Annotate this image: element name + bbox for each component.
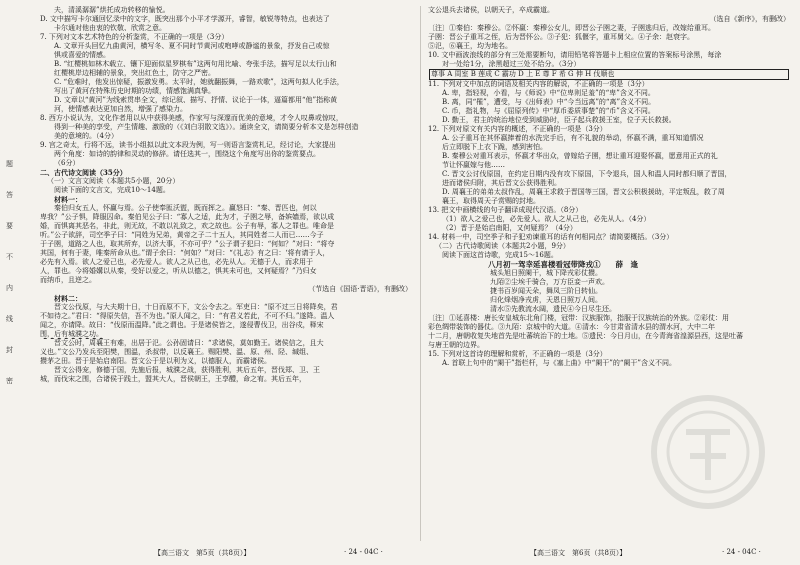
- right-text-line: 14. 材料一中，司空季子和子犯劝谏重耳的话有何相同点？请简要概括。（3分）: [428, 233, 674, 241]
- right-footer-page: 【高三语文 第6页（共8页）】: [530, 549, 627, 557]
- left-text-line: B. “红樱桃如林木载立、镶下迎面似星罗棋布”这两句用比喻、夸张手法，描写足以太行山和: [54, 60, 337, 68]
- left-text-line: 晋文公得宠，修德于国，先施后报，城濮之战，获得胜利，其后五年，晋伐郑、卫、王: [54, 366, 320, 374]
- right-text-line: 节让怀嬴嫁与他……: [442, 161, 505, 169]
- left-footer-code: · 24 - 04C ·: [344, 548, 383, 556]
- right-text-line: 清水⑤先教流水阔，遗民④今日尽生还。: [490, 305, 616, 313]
- right-text-line: （二）古代诗歌阅读（本题共2小题，9分）: [435, 242, 570, 250]
- right-text-line: 彩色绸带装饰的器仗。③九陌：京城中的大道。④清水：今甘肃省清水县的渭水河，大中二年: [428, 323, 715, 331]
- left-text-line: 围，后有城濮之功。: [40, 330, 103, 338]
- right-text-line: 十二月，唐朝收复失地首先是吐蕃统治下的土地。⑤遗民：今日月山，在今青海省湟源县西，这是吐蕃: [428, 332, 743, 340]
- binding-char: 题: [6, 160, 13, 168]
- left-text-line: D. 文中描写卡尔通回忆录中的文字，既突出那个小平才学源开，睿智，敏锐等特点，也表达了: [40, 15, 330, 23]
- right-text-line: 对一处给1分，涂黑超过三处不给分。（3分）: [442, 60, 581, 68]
- right-text-line: 八月初一驾幸延喜楼看冠带降戎① 薛 逢: [488, 260, 638, 269]
- right-text-line: 进而诸侯归附，其后晋文公获得胜利。: [442, 179, 561, 187]
- right-text-line: A. 卑，指轻视，小看，与《师说》中“位卑则足羞”的“卑”含义不同。: [442, 89, 655, 97]
- left-text-line: 9. 宫之奇太，行将不远，读书小组拟以此文本段为例，写一则语言鉴赏札记，经讨论，大家提出: [40, 141, 336, 149]
- left-text-line: 其国，何有于妻，唯秦所命从也。”谓子余曰：“何如？”对曰：“《礼志》有之曰：‘将有请于人，: [40, 249, 330, 257]
- right-text-line: D. 周襄王的弟弟太叔作乱，周襄王求救于晋国等三国，晋文公积极援助，平定叛乱，救了周: [442, 188, 725, 196]
- left-text-line: （节选自《国语·晋语》，有删改）: [308, 285, 412, 293]
- left-text-line: 惧或喜爱的情感。: [54, 51, 110, 59]
- binding-char: 线: [6, 315, 13, 323]
- left-text-line: 城，而伐宋之围，合诸侯于践土，盟其大人，晋侯朝王，王享醴，命之宥。其后五年，: [40, 375, 306, 383]
- left-text-line: 人，罪也。今将婚媾以从秦，受好以爱之，听从以德之，惧其未可也，又何疑焉？”乃归女: [40, 267, 317, 275]
- left-text-line: （6分）: [54, 159, 80, 167]
- left-text-line: 攒茅之田。晋于是始启南阳。晋文公于是以利为义，以德服人，而霸诸侯。: [40, 357, 271, 365]
- right-text-line: D. 勤王，君主的统治地位受到威胁时，臣子起兵救援王室，位子天长救援。: [442, 116, 676, 124]
- right-text-line: 15. 下列对这首诗的理解和赏析，不正确的一项是（3分）: [428, 350, 607, 358]
- left-text-line: 秦伯归女五人，怀赢与焉。公子使奉匜沃盥，既而挥之。赢怒曰：“秦、晋匹也，何以: [54, 204, 317, 212]
- binding-char: 不: [6, 253, 13, 261]
- left-text-line: 河，使情感表达更加自然，增强了感染力。: [54, 105, 187, 113]
- left-text-line: D. 文章以“黄河”为线索贯串全文，综记叙、描写、抒情、议论于一体，逼篇都用“他”指称黄: [54, 96, 338, 104]
- left-footer-page: 【高三语文 第5页（共8页）】: [154, 549, 251, 557]
- left-text-line: 义也。”文公乃发兵至阳樊，围温，杀叔带，以反襄王。赐阳樊、温、原、州、陉、缄组、: [40, 348, 314, 356]
- right-text-line: （1）欲人之爱己也，必先爱人。欲人之从己也，必先从人。（4分）: [442, 215, 651, 223]
- left-text-line: 材料一：: [54, 195, 82, 204]
- right-text-line: ⑤氾，⑥襄王，均为地名。: [428, 42, 512, 50]
- left-text-line: 材料二：: [54, 294, 82, 303]
- binding-char: 内: [6, 284, 13, 292]
- left-text-line: 必先有入焉。欲人之爱己也，必先爱人。欲人之从己也，必先从人。无德于人，而求用于: [40, 258, 313, 266]
- right-text-line: 〔注〕①秦伯：秦穆公。②怀嬴：秦穆公女儿，即晋公子圉之妻，子圉逃归后，改嫁给重耳。: [428, 24, 715, 32]
- left-text-line: 晋文公时，周襄王有难，出居于氾。公孙固请曰：“求诸侯，莫如勤王。诸侯信之，且大: [54, 339, 324, 347]
- left-text-line: 而纳币，且逆之。: [40, 276, 96, 284]
- right-text-line: 城头旭日照阑干，城下降戎彩仗攒。: [490, 269, 602, 277]
- left-text-line: 婚，而惧离其恶名，非此，则无故，不敢以礼致之，欢之故也。公子有辱，寡人之罪也。唯命是: [40, 222, 334, 230]
- left-text-line: 闻之，亦请降。故曰：“伐原而温降。”此之谓也。于是诸侯皆之，遂侵曹伐卫，出谷戍，释宋: [40, 321, 324, 329]
- right-text-line: 子圉：晋公子重耳之侄，后为晋怀公。③子犯：狐偃字，重耳舅父。④子余：赵衰字。: [428, 33, 694, 41]
- right-footer-code: · 24 - 04C ·: [722, 548, 761, 556]
- left-text-line: 得到一种美的享受，产生情趣、激励的（《刘白羽散文选》）。通读全文，请简要分析本文是怎样创造: [54, 123, 359, 131]
- watermark-seal-icon: [648, 392, 768, 512]
- right-text-line: （2）晋于是始启南阳，又何疑焉？（4分）: [442, 224, 577, 232]
- binding-char: 答: [6, 191, 13, 199]
- left-text-line: 晋文公伐原，与大夫期十日，十日而原不下，文公令去之。军吏曰：“原不过三日将降矣，君: [54, 303, 338, 311]
- right-text-line: 11. 下列对文中加点的词语及相关内容的解说，不正确的一项是（3分）: [428, 80, 649, 88]
- left-text-line: （一）文言文阅读（本题共5小题，20分）: [47, 177, 180, 185]
- right-text-line: C. 币，指礼物，与《屈原列传》中“厚币委质事楚”的“币”含义不同。: [442, 107, 655, 115]
- left-text-line: 写出了黄河在特殊历史时期的功绩，情感饱满真挚。: [54, 87, 215, 95]
- left-text-line: 红樱桃岸边相辅的景象，突出红色土，防守之严密。: [54, 69, 215, 77]
- left-text-line: C. “危难时，他发出惊疑，振激发勇。太平时，她就翻振舞，一路欢歌”，这两句拟人化手法，: [54, 78, 344, 86]
- right-text-line: A. 首联上句中的“阑干”指栏杆，与《塞上曲》中“阑干”的“阑干”含义不同。: [442, 359, 676, 367]
- right-text-line: A. 公子重耳在其怀嬴捧着的水洗完手后，有不礼貌的举动，怀嬴不满，重耳知道情况: [442, 134, 704, 142]
- left-text-line: 7. 下列对文本艺术特色的分析鉴赏，不正确的一项是（3分）: [40, 33, 229, 41]
- right-text-line: 九陌②尘埃千骑合，万方臣妾一声欢。: [490, 278, 609, 286]
- right-text-line: 阅读下面这首诗歌，完成15～16题。: [442, 251, 558, 259]
- left-text-line: A. 文章开头回忆九曲黄河，横写冬、夏不同时节黄河或咆哮或静谧的景象，抒发自己或惊: [54, 42, 330, 50]
- left-text-line: 于子圉，道路之人也，取其所弃，以济大事，不亦可乎？”公子谓子犯曰：“何如？”对曰：“将夺: [40, 240, 335, 248]
- right-text-line: B. 离，同“罹”，遭受，与《出师表》中“今当远离”的“离”含义不同。: [442, 98, 656, 106]
- right-text-line: （选自《新序》，有删改）: [709, 15, 790, 23]
- left-text-line: 不如待之。”君曰：“得原失信，吾不为也。”原人闻之，曰：“有君义若此，不可不归。”遂降。温人: [40, 312, 335, 320]
- right-text-line: 归化烽烟净戎虏，天恩日照万人间。: [490, 296, 602, 304]
- left-column: [40, 6, 412, 536]
- right-text-line: 尊事 A 周室 B 莲成 C 霸功 D 上 E 尊 F 希 G 伸 H 伐顺也: [429, 69, 789, 80]
- right-text-line: 〔注〕①延喜楼：唐长安皇城东北角门楼，冠带：汉族服饰，指服于汉族统治的外族。②彩仗：用: [428, 314, 729, 322]
- left-text-line: 8. 西方小说认为，文化作者用以从中获得美感，作家写与深邃而优美的意境，才令人叹鼻或惊叹，: [40, 114, 343, 122]
- right-text-line: B. 秦穆公对重耳表示，怀嬴才华出众，曾嫁给子圉，想让重耳迎娶怀嬴，愿意用正式的礼: [442, 152, 718, 160]
- right-text-line: C. 晋文公讨伐原国，在约定日期内没有攻下原国，下令退兵，国人和温人同时都归顺了晋国，: [442, 170, 732, 178]
- left-text-line: 二、古代诗文阅读（35分）: [40, 168, 127, 177]
- left-text-line: 美的意境的。（4分）: [54, 132, 118, 140]
- right-text-line: 捷书百岁闻天朵，舞凤三阶日转仙。: [490, 287, 602, 295]
- right-text-line: 12. 下列对原文有关内容的概述，不正确的一项是（3分）: [428, 125, 607, 133]
- left-text-line: 卡尔通对他由衷的钦敬、欣赏之意。: [54, 24, 166, 32]
- left-text-line: 夫，清溪潺潺”烘托成功转移的愉悦。: [54, 6, 170, 14]
- right-text-line: 13. 把文中画横线的句子翻译成现代汉语。（8分）: [428, 206, 583, 214]
- left-text-line: 两个角度：如诗的韵律和灵动的修辞。请任选其一，围绕这个角度写出你的鉴赏要点。: [54, 150, 320, 158]
- right-text-line: 襄王，取得周天子赏赐的封地。: [442, 197, 540, 205]
- right-text-line: 文公退兵去诸侯，以朝天子，卒成霸道。: [428, 6, 554, 14]
- binding-margin: [6, 160, 18, 408]
- binding-char: 封: [6, 346, 13, 354]
- left-text-line: 阅读下面的文言文，完成10～14题。: [54, 186, 170, 194]
- right-text-line: 10. 文中画波浪线的部分有三处需要断句，请用铅笔将答题卡上相应位置的答案标号涂黑，每涂: [428, 51, 722, 59]
- left-text-line: 听。”公子欲辞，司空季子曰：“同姓为兄弟，黄帝之子二十五人，其同姓者二人而已……今子: [40, 231, 324, 239]
- column-divider: [420, 6, 421, 541]
- binding-char: 密: [6, 377, 13, 385]
- binding-char: 要: [6, 222, 13, 230]
- left-text-line: 卑我？”公子惧，降服囚命。秦伯见公子曰：“寡人之适，此为才，子圉之辱，备嫔嫱焉，欲以成: [40, 213, 335, 221]
- right-text-line: 与唐王朝的边界。: [428, 341, 484, 349]
- right-text-line: 后立即脱下上衣下跪，感到害怕。: [442, 143, 547, 151]
